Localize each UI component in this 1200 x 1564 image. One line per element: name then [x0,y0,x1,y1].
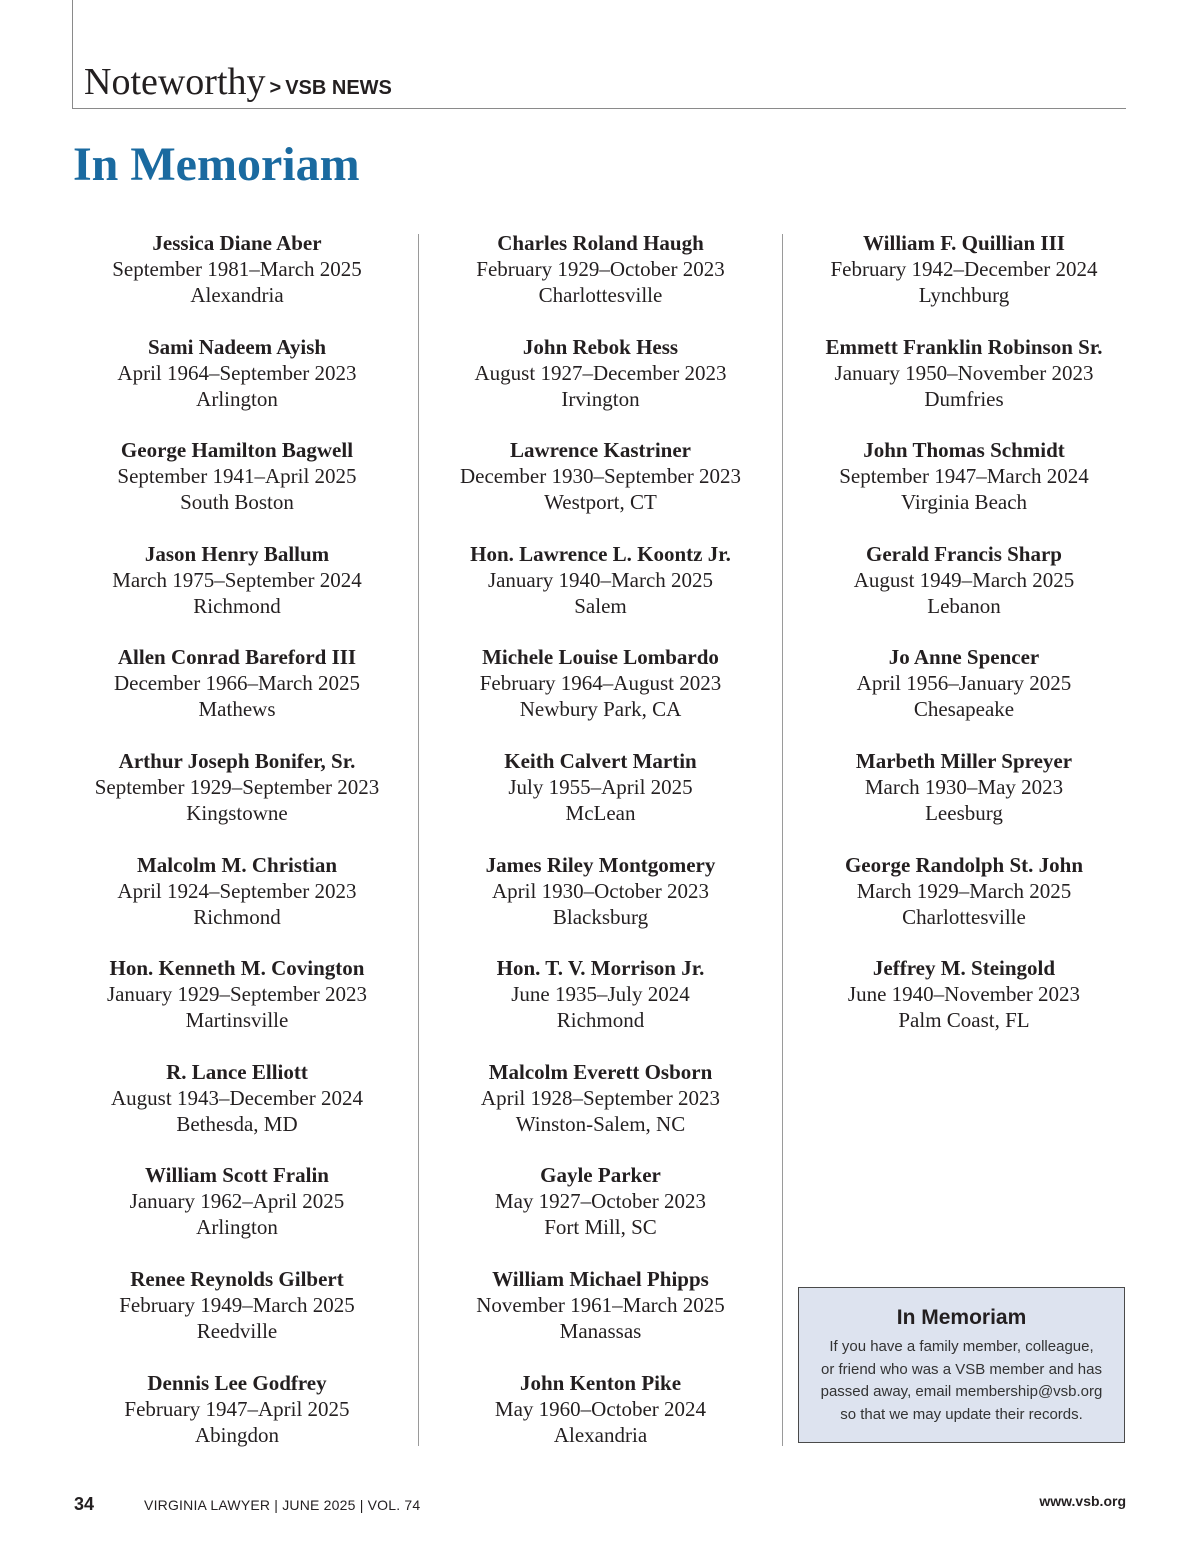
person-name: William Scott Fralin [145,1163,329,1188]
location: Richmond [193,593,281,618]
location: McLean [565,800,636,825]
location: Arlington [196,1215,278,1240]
person-name: Hon. T. V. Morrison Jr. [496,956,705,981]
subsection-name: VSB NEWS [285,77,392,99]
memoriam-entry [56,644,418,748]
life-dates: August 1949–March 2025 [853,567,1075,592]
memoriam-entry [419,437,782,541]
memoriam-entry [783,334,1145,438]
life-dates: February 1949–March 2025 [119,1292,355,1317]
person-name: William F. Quillian III [863,231,1065,255]
person-name: Jeffrey M. Steingold [872,956,1056,981]
memoriam-entry [419,1266,782,1370]
page-number: 34 [74,1494,95,1514]
person-name: John Rebok Hess [522,334,679,359]
person-name: Sami Nadeem Ayish [147,334,327,359]
life-dates: April 1956–January 2025 [856,671,1072,696]
person-name: Jessica Diane Aber [152,231,322,255]
callout-line: so that we may update their records. [840,1405,1083,1423]
website-url: www.vsb.org [1039,1493,1126,1509]
memoriam-entry [419,334,782,438]
life-dates: January 1962–April 2025 [129,1189,345,1214]
life-dates: May 1927–October 2023 [494,1189,707,1214]
location: Richmond [556,1008,645,1033]
memoriam-entry [56,334,418,438]
life-dates: August 1927–December 2023 [474,360,727,385]
person-name: Malcolm M. Christian [136,852,338,877]
callout-line: passed away, email membership@vsb.org [820,1383,1103,1400]
life-dates: March 1929–March 2025 [856,878,1072,903]
location: Reedville [196,1318,278,1343]
life-dates: April 1930–October 2023 [492,878,709,903]
section-header [84,60,392,104]
breadcrumb-separator: > [269,77,282,99]
header-vertical-rule [72,0,73,108]
location: Dumfries [924,386,1004,411]
memoriam-entry [783,955,1145,1059]
memoriam-entry [56,1266,418,1370]
in-memoriam-callout [798,1287,1125,1443]
person-name: Gerald Francis Sharp [865,541,1062,566]
person-name: Marbeth Miller Spreyer [855,748,1073,773]
memoriam-entry [419,748,782,852]
location: Charlottesville [902,904,1026,929]
location: Arlington [196,386,278,411]
memoriam-entry [783,437,1145,541]
person-name: Arthur Joseph Bonifer, Sr. [118,748,356,773]
person-name: George Hamilton Bagwell [120,438,354,463]
memoriam-entry [783,644,1145,748]
section-name: Noteworthy [84,61,266,103]
memoriam-entry [56,541,418,645]
footer-left [74,1494,420,1515]
person-name: Hon. Kenneth M. Covington [109,956,365,981]
person-name: R. Lance Elliott [166,1059,308,1084]
location: Fort Mill, SC [544,1215,657,1240]
memoriam-entry [783,852,1145,956]
location: Salem [574,593,627,618]
person-name: George Randolph St. John [844,852,1084,877]
memoriam-entry [419,955,782,1059]
life-dates: January 1929–September 2023 [106,982,368,1007]
location: Palm Coast, FL [898,1008,1030,1033]
person-name: James Riley Montgomery [485,852,716,877]
location: Irvington [561,386,640,411]
memoriam-entry [419,644,782,748]
location: Winston-Salem, NC [515,1111,686,1136]
memoriam-entry [783,230,1145,334]
life-dates: June 1935–July 2024 [511,982,690,1007]
location: Leesburg [925,800,1003,825]
life-dates: February 1964–August 2023 [479,671,722,696]
life-dates: February 1947–April 2025 [124,1396,350,1421]
life-dates: December 1966–March 2025 [113,671,361,696]
memoriam-entry [56,1059,418,1163]
location: Alexandria [553,1422,648,1447]
life-dates: September 1941–April 2025 [117,464,357,489]
life-dates: January 1940–March 2025 [487,567,714,592]
location: South Boston [180,490,294,515]
person-name: Malcolm Everett Osborn [488,1059,713,1084]
person-name: John Thomas Schmidt [863,438,1065,463]
person-name: Gayle Parker [540,1163,661,1188]
person-name: Emmett Franklin Robinson Sr. [825,334,1103,359]
header-horizontal-rule [72,108,1126,109]
life-dates: June 1940–November 2023 [847,982,1081,1007]
life-dates: March 1930–May 2023 [864,774,1064,799]
person-name: Michele Louise Lombardo [482,645,719,670]
memoriam-entry [56,230,418,334]
location: Martinsville [185,1008,289,1033]
location: Alexandria [190,283,284,307]
location: Charlottesville [538,283,663,307]
life-dates: September 1929–September 2023 [94,774,380,799]
person-name: Lawrence Kastriner [510,438,691,463]
location: Manassas [559,1318,642,1343]
memoriam-entry [419,230,782,334]
location: Blacksburg [552,904,649,929]
person-name: William Michael Phipps [492,1266,709,1291]
location: Newbury Park, CA [519,697,682,722]
person-name: Allen Conrad Bareford III [117,645,357,670]
location: Bethesda, MD [176,1111,298,1136]
person-name: Jo Anne Spencer [888,645,1040,670]
life-dates: July 1955–April 2025 [508,774,693,799]
life-dates: May 1960–October 2024 [494,1396,707,1421]
location: Lebanon [927,593,1001,618]
person-name: Dennis Lee Godfrey [147,1370,327,1395]
memoriam-entry [419,1059,782,1163]
life-dates: March 1975–September 2024 [112,567,362,592]
life-dates: February 1942–December 2024 [830,257,1098,281]
person-name: Jason Henry Ballum [144,541,330,566]
memoriam-entry [419,541,782,645]
life-dates: September 1981–March 2025 [112,257,362,281]
location: Richmond [193,904,281,929]
memoriam-column-2 [419,230,782,1473]
memoriam-entry [783,541,1145,645]
memoriam-column-3 [783,230,1145,1059]
location: Mathews [198,697,276,722]
person-name: Renee Reynolds Gilbert [130,1266,344,1291]
memoriam-column-1 [56,230,418,1473]
life-dates: April 1928–September 2023 [480,1085,721,1110]
person-name: Charles Roland Haugh [497,231,704,255]
callout-title: In Memoriam [896,1306,1027,1329]
memoriam-entry [419,852,782,956]
life-dates: September 1947–March 2024 [839,464,1089,489]
memoriam-entry [419,1370,782,1474]
life-dates: April 1964–September 2023 [117,360,357,385]
memoriam-entry [56,437,418,541]
life-dates: December 1930–September 2023 [459,464,742,489]
person-name: Hon. Lawrence L. Koontz Jr. [470,541,731,566]
memoriam-entry [783,748,1145,852]
life-dates: January 1950–November 2023 [834,360,1094,385]
memoriam-entry [56,1162,418,1266]
location: Virginia Beach [900,490,1028,515]
location: Chesapeake [913,697,1015,722]
location: Westport, CT [544,490,657,515]
page-title: In Memoriam [73,138,360,191]
location: Lynchburg [918,283,1010,307]
memoriam-entry [56,1370,418,1474]
publication-info: VIRGINIA LAWYER | JUNE 2025 | VOL. 74 [144,1497,421,1513]
life-dates: November 1961–March 2025 [476,1292,725,1317]
location: Kingstowne [186,800,288,825]
memoriam-entry [56,748,418,852]
callout-line: If you have a family member, colleague, [829,1338,1094,1355]
person-name: John Kenton Pike [519,1370,682,1395]
memoriam-entry [419,1162,782,1266]
memoriam-entry [56,852,418,956]
life-dates: April 1924–September 2023 [117,878,357,903]
life-dates: February 1929–October 2023 [476,257,725,281]
life-dates: August 1943–December 2024 [111,1085,363,1110]
callout-line: or friend who was a VSB member and has [821,1360,1102,1378]
memoriam-entry [56,955,418,1059]
location: Abingdon [195,1422,279,1447]
person-name: Keith Calvert Martin [504,748,697,773]
